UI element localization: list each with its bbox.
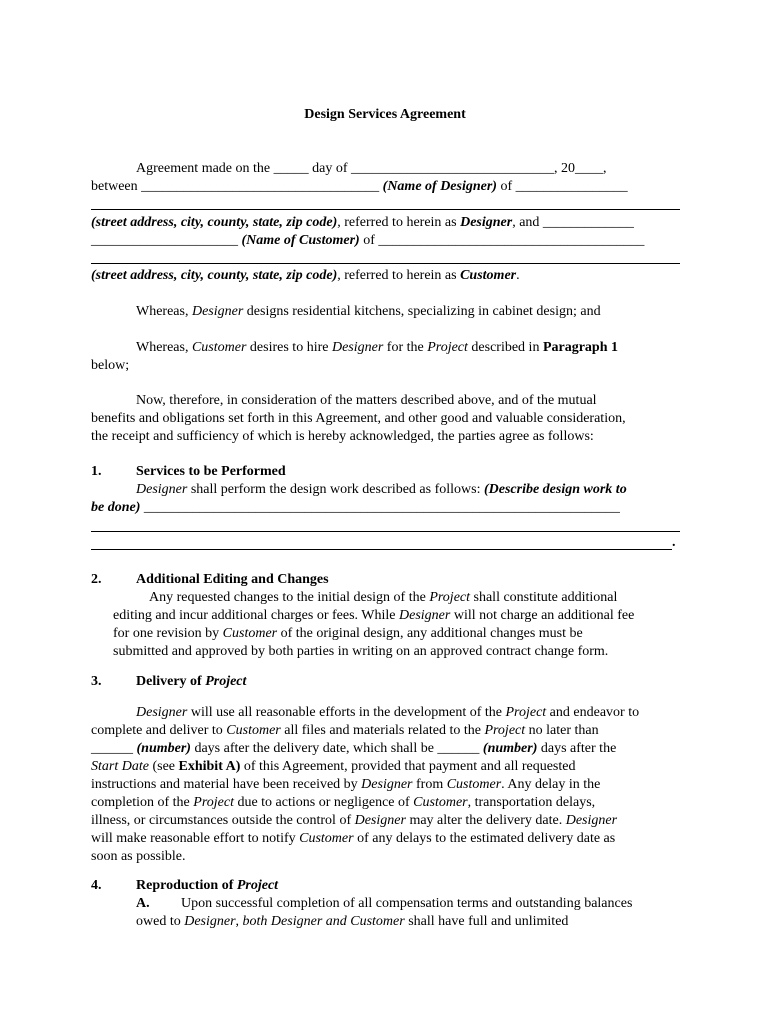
intro-line-3: (street address, city, county, state, zip code), referred to herein as Designer, and _____________ bbox=[91, 215, 634, 230]
section-2-heading: Additional Editing and Changes bbox=[136, 572, 329, 587]
blank-line bbox=[91, 549, 672, 550]
section-4-line-1: Upon successful completion of all compensation terms and outstanding balances bbox=[181, 896, 633, 911]
intro-line-2: between __________________________________ (Name of Designer) of ________________ bbox=[91, 179, 628, 194]
section-3-line-1: Designer will use all reasonable efforts in the development of the Project and endeavor to bbox=[136, 705, 640, 720]
section-1-line-1: Designer shall perform the design work described as follows: (Describe design work to bbox=[136, 482, 627, 497]
section-3-line-8: will make reasonable effort to notify Customer of any delays to the estimated delivery date as bbox=[91, 831, 616, 846]
section-2-line-1: Any requested changes to the initial design of the Project shall constitute additional bbox=[149, 590, 618, 605]
section-4-line-2: owed to Designer, both Designer and Customer shall have full and unlimited bbox=[136, 914, 569, 929]
section-3-number: 3. bbox=[91, 674, 102, 689]
section-3-line-4: Start Date (see Exhibit A) of this Agreement, provided that payment and all requested bbox=[91, 759, 576, 774]
section-3-line-7: illness, or circumstances outside the control of Designer may alter the delivery date. Designer bbox=[91, 813, 618, 828]
section-3-line-2: complete and deliver to Customer all files and materials related to the Project no later than bbox=[91, 723, 599, 738]
section-2-number: 2. bbox=[91, 572, 102, 587]
section-2-line-3: for one revision by Customer of the original design, any additional changes must be bbox=[113, 626, 583, 641]
intro-line-5: (street address, city, county, state, zip code), referred to herein as Customer. bbox=[91, 268, 520, 283]
now-line-2: benefits and obligations set forth in this Agreement, and other good and valuable consideration, bbox=[91, 411, 626, 426]
section-2-line-4: submitted and approved by both parties in writing on an approved contract change form. bbox=[113, 644, 609, 659]
section-4-number: 4. bbox=[91, 878, 102, 893]
intro-line-4: _____________________ (Name of Customer) of ______________________________________ bbox=[91, 233, 645, 248]
section-1-period: . bbox=[672, 535, 676, 550]
section-4-heading: Reproduction of Project bbox=[136, 878, 279, 893]
section-3-line-6: completion of the Project due to actions or negligence of Customer, transportation delays, bbox=[91, 795, 596, 810]
section-4-sub-a-label: A. bbox=[136, 896, 150, 911]
section-3-line-5: instructions and material have been received by Designer from Customer. Any delay in the bbox=[91, 777, 601, 792]
blank-line bbox=[91, 209, 680, 210]
section-1-number: 1. bbox=[91, 464, 102, 479]
now-line-3: the receipt and sufficiency of which is hereby acknowledged, the parties agree as follows: bbox=[91, 429, 594, 444]
document-title: Design Services Agreement bbox=[304, 107, 466, 122]
whereas-2-cont: below; bbox=[91, 358, 130, 373]
whereas-2: Whereas, Customer desires to hire Designer for the Project described in Paragraph 1 bbox=[136, 340, 618, 355]
section-2-line-2: editing and incur additional charges or fees. While Designer will not charge an additional fee bbox=[113, 608, 635, 623]
intro-line-1: Agreement made on the _____ day of _____________________________, 20____, bbox=[136, 161, 607, 176]
section-3-line-3: ______ (number) days after the delivery date, which shall be ______ (number) days after the bbox=[91, 741, 617, 756]
section-1-line-2: be done) ____________________________________________________________________ bbox=[91, 500, 620, 515]
section-3-heading: Delivery of Project bbox=[136, 674, 247, 689]
whereas-1: Whereas, Designer designs residential kitchens, specializing in cabinet design; and bbox=[136, 304, 601, 319]
now-line-1: Now, therefore, in consideration of the matters described above, and of the mutual bbox=[136, 393, 597, 408]
blank-line bbox=[91, 531, 680, 532]
blank-line bbox=[91, 263, 680, 264]
section-3-line-9: soon as possible. bbox=[91, 849, 186, 864]
section-1-heading: Services to be Performed bbox=[136, 464, 286, 479]
